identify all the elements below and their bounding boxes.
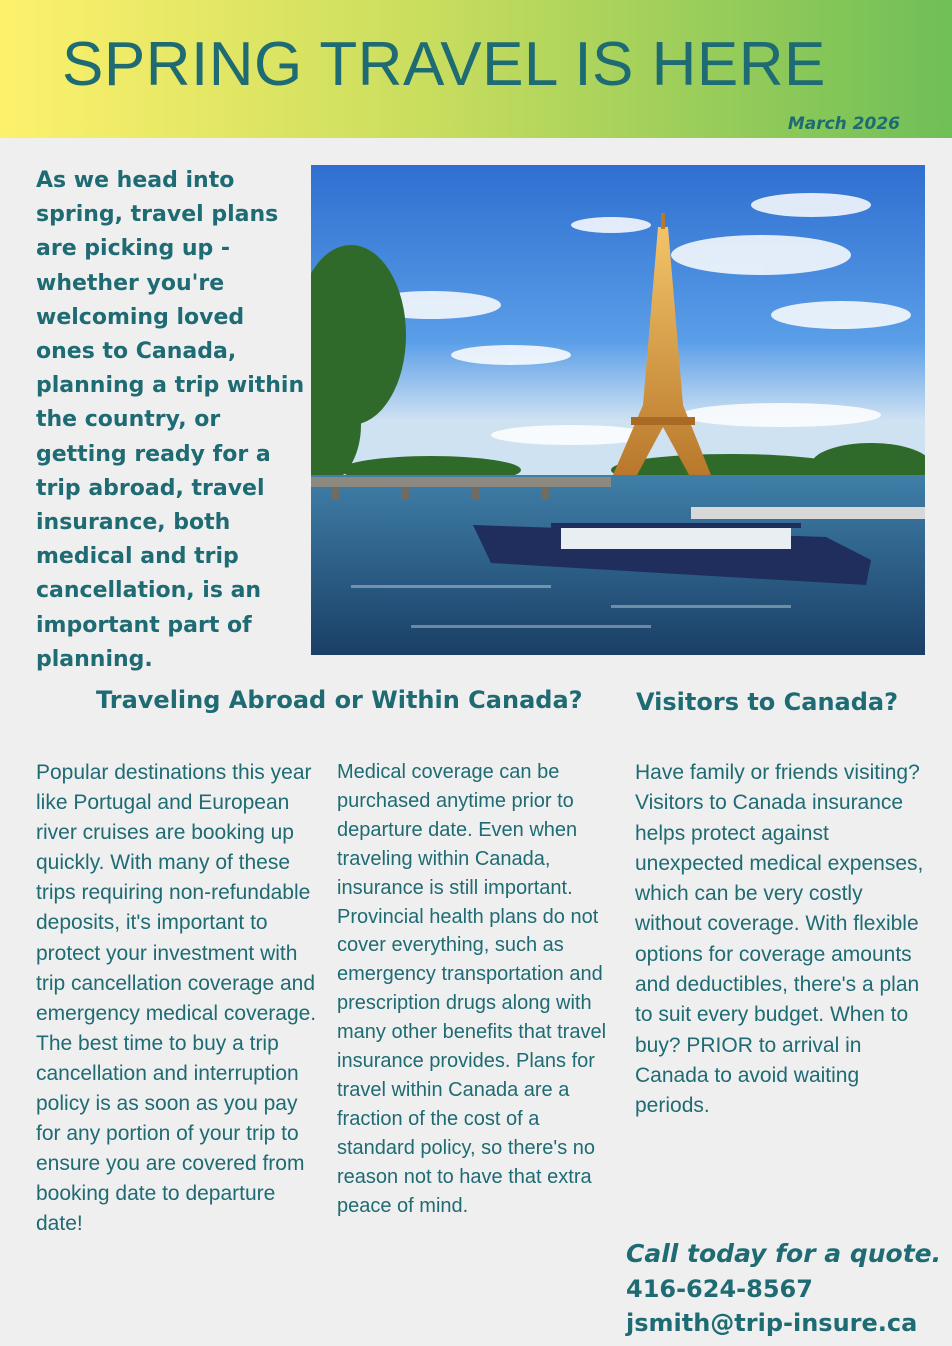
header-banner <box>0 0 952 138</box>
heading-traveling-abroad: Traveling Abroad or Within Canada? <box>96 686 583 714</box>
cta-email[interactable]: jsmith@trip-insure.ca <box>626 1309 918 1337</box>
abroad-column-1: Popular destinations this year like Portugal and European river cruises are booking up quickly. With many of these trips requiring non-refundable deposits, it's important to protect your investment with trip cancellation coverage and emergency medical coverage. The best time to buy a trip cancellation and interruption policy is as soon as you pay for any portion of your trip to ensure you are covered from booking date to departure date! <box>36 761 317 1236</box>
issue-date: March 2026 <box>787 114 900 134</box>
cta-call-text: Call today for a quote. <box>626 1239 942 1268</box>
page-title: SPRING TRAVEL IS HERE <box>62 30 826 99</box>
eiffel-tower-photo <box>311 165 925 655</box>
call-to-action <box>626 1236 941 1340</box>
visitors-column: Have family or friends visiting? Visitors to Canada insurance helps protect against unexpected medical expenses, which can be very costly without coverage. With flexible options for coverage amounts and deductibles, there's a plan to suit every budget. When to buy? PRIOR to arrival in Canada to avoid waiting periods. <box>635 761 924 1118</box>
cta-phone[interactable]: 416-624-8567 <box>626 1275 813 1303</box>
abroad-column-2: Medical coverage can be purchased anytime prior to departure date. Even when traveling within Canada, insurance is still important. Provincial health plans do not cover everything, such as emergency transportation and prescription drugs along with many other benefits that travel insurance provides. Plans for travel within Canada are a fraction of the cost of a standard policy, so there's no reason not to have that extra peace of mind. <box>337 761 607 1217</box>
intro-paragraph: As we head into spring, travel plans are picking up - whether you're welcoming loved ones to Canada, planning a trip within the country, or getting ready for a trip abroad, travel insurance, both medical and trip cancellation, is an important part of planning. <box>36 168 305 672</box>
heading-visitors: Visitors to Canada? <box>636 688 899 716</box>
